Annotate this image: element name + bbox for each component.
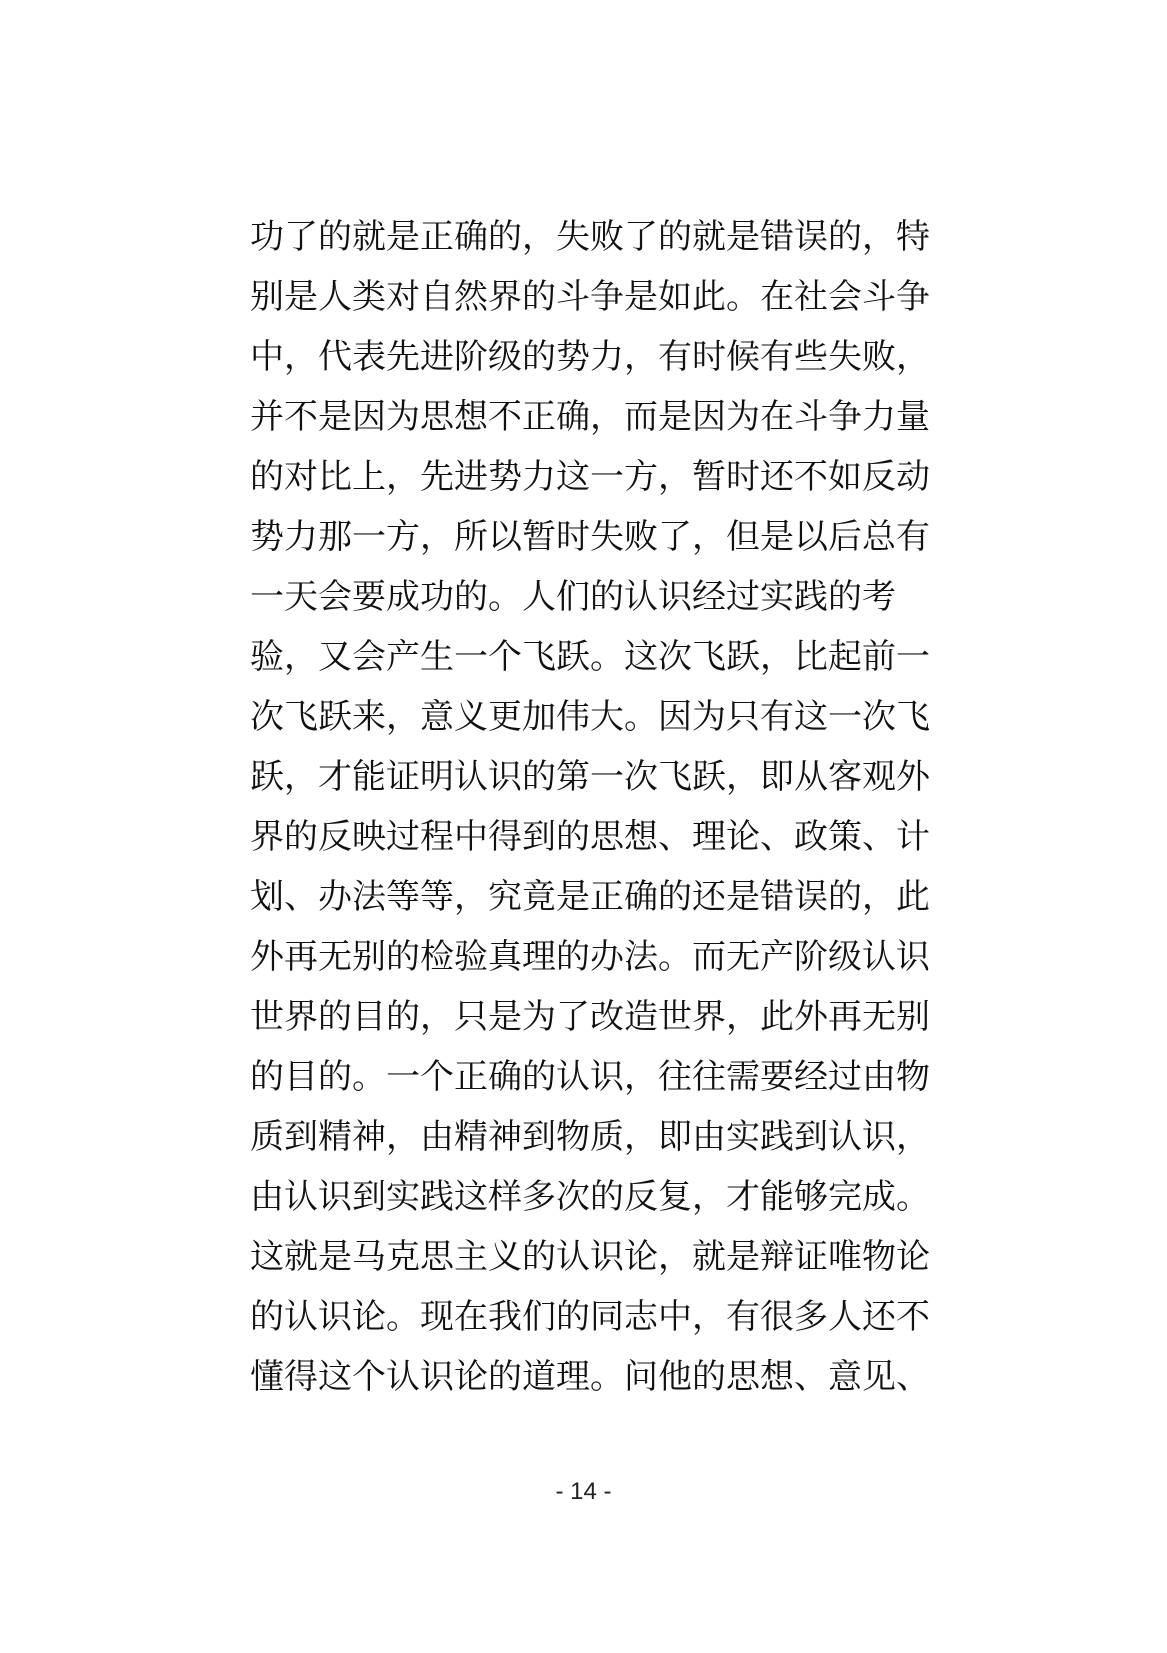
text-line: 的认识论。现在我们的同志中，有很多人还不 bbox=[250, 1297, 930, 1337]
text-line: 次飞跃来，意义更加伟大。因为只有这一次飞 bbox=[250, 697, 930, 737]
text-line: 质到精神，由精神到物质，即由实践到认识， bbox=[250, 1117, 930, 1157]
text-line: 界的反映过程中得到的思想、理论、政策、计 bbox=[250, 817, 930, 857]
body-text bbox=[250, 207, 930, 1407]
text-line: 的目的。一个正确的认识，往往需要经过由物 bbox=[250, 1057, 930, 1097]
text-line: 划、办法等等，究竟是正确的还是错误的，此 bbox=[250, 877, 930, 917]
text-line: 跃，才能证明认识的第一次飞跃，即从客观外 bbox=[250, 757, 930, 797]
page-number: - 14 - bbox=[555, 1478, 612, 1505]
text-line: 中，代表先进阶级的势力，有时候有些失败， bbox=[250, 337, 930, 377]
text-line: 一天会要成功的。人们的认识经过实践的考 bbox=[250, 577, 896, 617]
text-line: 势力那一方，所以暂时失败了，但是以后总有 bbox=[250, 517, 930, 557]
text-line: 的对比上，先进势力这一方，暂时还不如反动 bbox=[250, 457, 930, 497]
text-line: 这就是马克思主义的认识论，就是辩证唯物论 bbox=[250, 1237, 930, 1277]
text-line: 外再无别的检验真理的办法。而无产阶级认识 bbox=[250, 937, 930, 977]
text-line: 世界的目的，只是为了改造世界，此外再无别 bbox=[250, 997, 930, 1037]
text-line: 懂得这个认识论的道理。问他的思想、意见、 bbox=[250, 1357, 930, 1397]
text-line: 并不是因为思想不正确，而是因为在斗争力量 bbox=[250, 397, 930, 437]
text-line: 功了的就是正确的，失败了的就是错误的，特 bbox=[250, 217, 930, 257]
text-line: 验，又会产生一个飞跃。这次飞跃，比起前一 bbox=[250, 637, 930, 677]
text-line: 别是人类对自然界的斗争是如此。在社会斗争 bbox=[250, 277, 930, 317]
text-line: 由认识到实践这样多次的反复，才能够完成。 bbox=[250, 1177, 930, 1217]
